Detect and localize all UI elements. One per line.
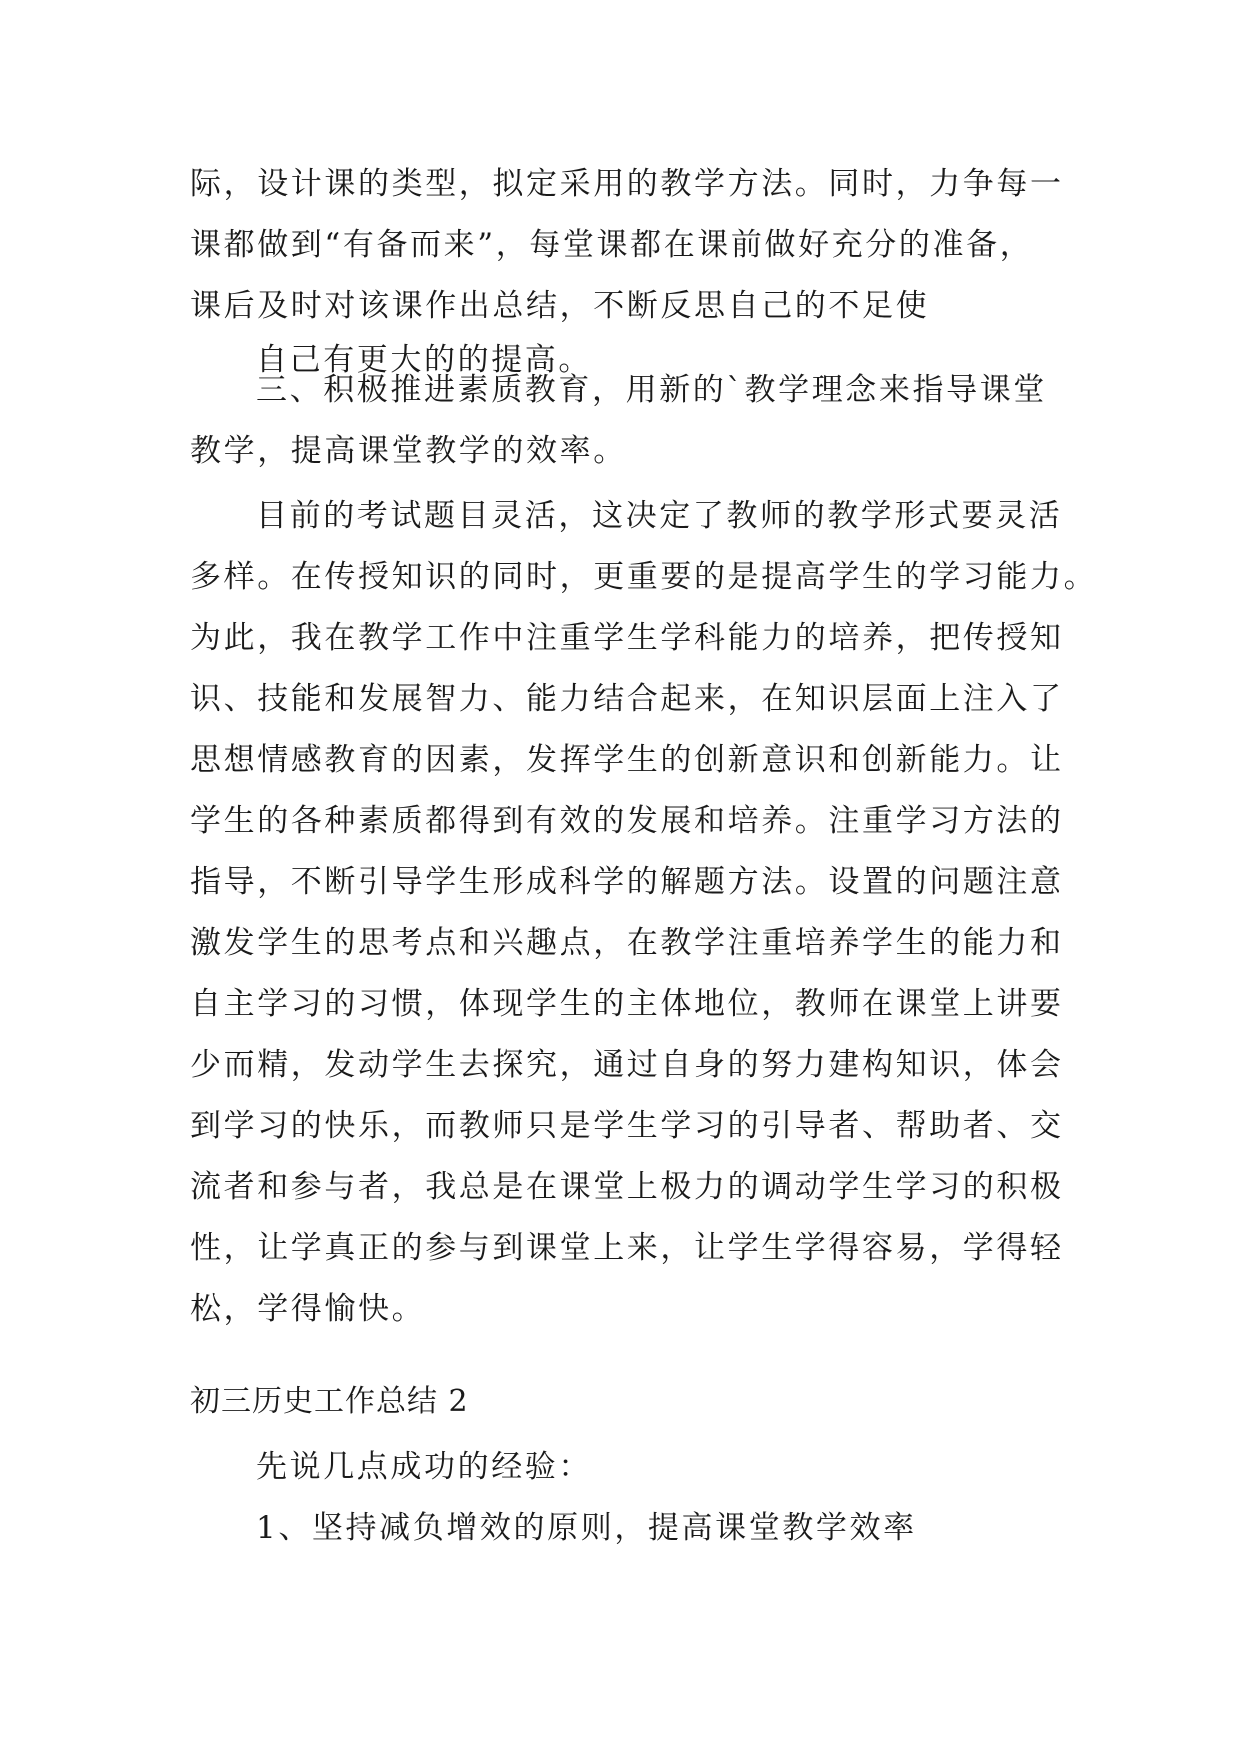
text-line: 1、坚持减负增效的原则，提高课堂教学效率: [256, 1510, 917, 1546]
text-line: 松，学得愉快。: [190, 1291, 426, 1327]
text-line: 先说几点成功的经验：: [256, 1449, 592, 1485]
paragraph-block-5: [190, 1437, 1058, 1559]
text-line: 课都做到“有备而来”，每堂课都在课前做好充分的准备，: [190, 227, 1034, 263]
text-line: 指导，不断引导学生形成科学的解题方法。设置的问题注意: [190, 864, 1064, 900]
text-line: 目前的考试题目灵活，这决定了教师的教学形式要灵活: [256, 498, 1063, 534]
text-line: 多样。在传授知识的同时，更重要的是提高学生的学习能力。: [190, 559, 1098, 595]
paragraph-block-1: [190, 154, 1064, 337]
text-line: 际，设计课的类型，拟定采用的教学方法。同时，力争每一: [190, 166, 1064, 202]
text-line: 识、技能和发展智力、能力结合起来，在知识层面上注入了: [190, 681, 1064, 717]
text-line: 课后及时对该课作出总结，不断反思自己的不足使: [190, 288, 930, 324]
text-line: 性，让学真正的参与到课堂上来，让学生学得容易，学得轻: [190, 1230, 1064, 1266]
text-line: 学生的各种素质都得到有效的发展和培养。注重学习方法的: [190, 803, 1064, 839]
section-heading: 初三历史工作总结 2: [190, 1384, 469, 1419]
text-line: 流者和参与者，我总是在课堂上极力的调动学生学习的积极: [190, 1169, 1064, 1205]
text-line: 思想情感教育的因素，发挥学生的创新意识和创新能力。让: [190, 742, 1064, 778]
paragraph-block-3: [190, 360, 1058, 482]
paragraph-block-4: [190, 486, 1098, 1340]
text-line: 为此，我在教学工作中注重学生学科能力的培养，把传授知: [190, 620, 1064, 656]
text-line: 激发学生的思考点和兴趣点，在教学注重培养学生的能力和: [190, 925, 1064, 961]
text-line: 少而精，发动学生去探究，通过自身的努力建构知识，体会: [190, 1047, 1064, 1083]
text-line: 到学习的快乐，而教师只是学生学习的引导者、帮助者、交: [190, 1108, 1064, 1144]
text-line: 教学，提高课堂教学的效率。: [190, 433, 627, 469]
text-line: 三、积极推进素质教育，用新的`教学理念来指导课堂: [256, 372, 1047, 408]
text-line: 自主学习的习惯，体现学生的主体地位，教师在课堂上讲要: [190, 986, 1064, 1022]
text-line: 自己有更大的的提高。: [256, 342, 592, 378]
